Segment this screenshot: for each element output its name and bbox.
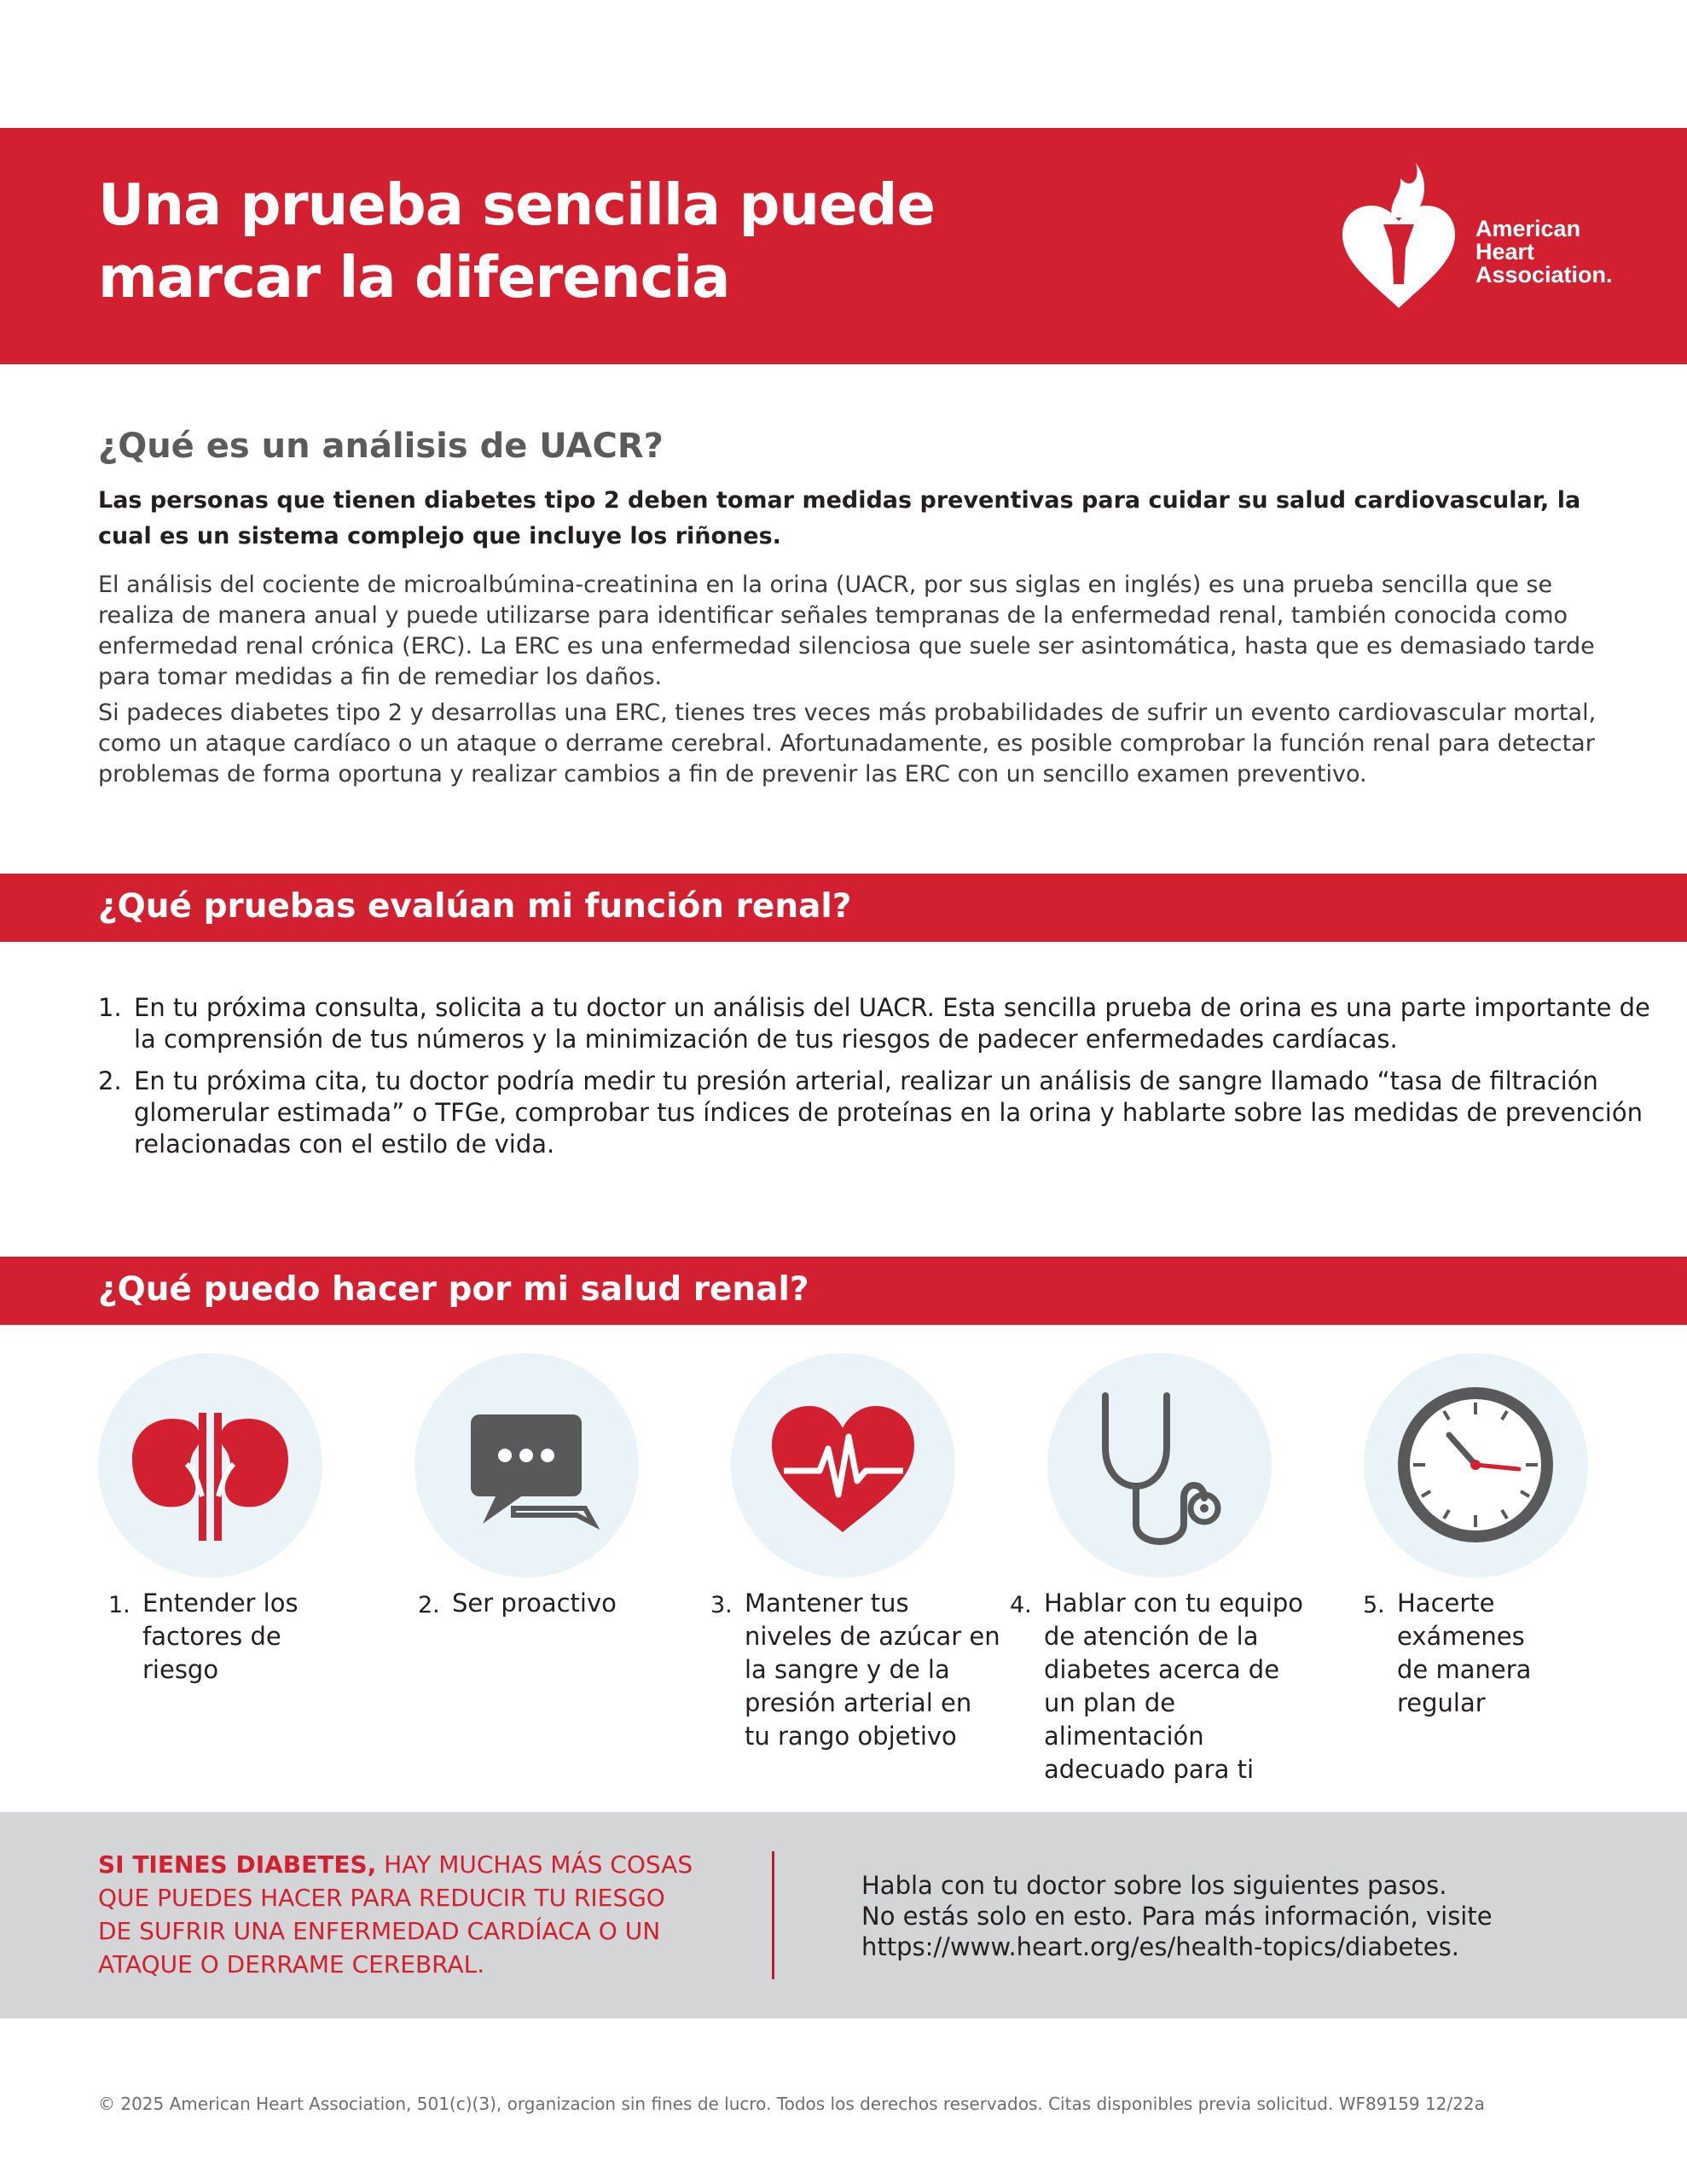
uacr-heading: ¿Qué es un análisis de UACR? bbox=[98, 427, 664, 466]
actions-section-bar bbox=[0, 1257, 1687, 1325]
step-item: 2. Ser proactivo bbox=[418, 1589, 617, 1618]
cta-divider bbox=[772, 1851, 774, 1979]
cta-text: SI TIENES DIABETES, HAY MUCHAS MÁS COSAS QUE PUEDES HACER PARA REDUCIR TU RIESGO DE SUFRIR UNA ENFERMEDAD CARDÍACA O UN ATAQUE O DERRAME CEREBRAL. bbox=[98, 1850, 693, 1978]
step-item: 1. Entender los factores de riesgo bbox=[108, 1589, 299, 1684]
step-item: 5. Hacerte exámenes de manera regular bbox=[1363, 1589, 1532, 1717]
step-item: 4. Hablar con tu equipo de atención de la diabetes acerca de un plan de alimentación adecuado para ti bbox=[1010, 1589, 1304, 1784]
logo-wordmark: American Heart Association. bbox=[1475, 216, 1613, 288]
clock-icon bbox=[1364, 1353, 1588, 1577]
heartbeat-icon bbox=[731, 1353, 955, 1577]
actions-heading: ¿Qué puedo hacer por mi salud renal? bbox=[98, 1270, 809, 1309]
page-title bbox=[98, 169, 1122, 314]
kidneys-icon bbox=[98, 1353, 322, 1577]
aha-logo bbox=[1339, 156, 1629, 310]
footer-copyright: © 2025 American Heart Association, 501(c)(3), organizacion sin fines de lucro. Todos los derechos reservados. Citas disponibles previa solicitud. WF89159 12/22a bbox=[98, 2094, 1485, 2114]
tests-list bbox=[98, 992, 1650, 1170]
list-item: 2. En tu próxima cita, tu doctor podría medir tu presión arterial, realizar un análisis de sangre llamado “tasa de filtración glomerular estimada” o TFGe, comprobar tus índices de proteínas en la orina y hablarte sobre las medidas de prevención relacionadas con el estilo de vida. bbox=[98, 1066, 1643, 1159]
heart-torch-icon bbox=[1339, 156, 1458, 310]
chat-bubble-icon bbox=[415, 1353, 639, 1577]
tests-heading: ¿Qué pruebas evalúan mi función renal? bbox=[98, 887, 852, 926]
uacr-lead: Las personas que tienen diabetes tipo 2 deben tomar medidas preventivas para cuidar su salud cardiovascular, la cual es un sistema complejo que incluye los riñones. bbox=[98, 487, 1581, 549]
title-line-1: Una prueba sencilla puede bbox=[98, 171, 935, 238]
title-line-2: marcar la diferencia bbox=[98, 244, 730, 311]
step-item: 3. Mantener tus niveles de azúcar en la sangre y de la presión arterial en tu rango objetivo bbox=[710, 1589, 1000, 1751]
info-link[interactable]: https://www.heart.org/es/health-topics/diabetes. bbox=[861, 1932, 1459, 1961]
stethoscope-icon bbox=[1047, 1353, 1272, 1577]
tests-section-bar bbox=[0, 874, 1687, 942]
uacr-paragraph-2: Si padeces diabetes tipo 2 y desarrollas una ERC, tienes tres veces más probabilidades de sufrir un evento cardiovascular mortal, como un ataque cardíaco o un ataque o derrame cerebral. Afortunadamente, es posible comprobar la función renal para detectar problemas de forma oportuna y realizar cambios a fin de prevenir las ERC con un sencillo examen preventivo. bbox=[98, 700, 1597, 787]
info-text: Habla con tu doctor sobre los siguientes pasos. No estás solo en esto. Para más información, visite https://www.heart.org/es/health-topics/diabetes. bbox=[861, 1870, 1629, 1962]
list-item: 1. En tu próxima consulta, solicita a tu doctor un análisis del UACR. Esta sencilla prueba de orina es una parte importante de la comprensión de tus números y la minimización de tus riesgos de padecer enfermedades cardíacas. bbox=[98, 993, 1650, 1054]
uacr-paragraph-1: El análisis del cociente de microalbúmina-creatinina en la orina (UACR, por sus siglas en inglés) es una prueba sencilla que se realiza de manera anual y puede utilizarse para identificar señales tempranas de la enfermedad renal, también conocida como enfermedad renal crónica (ERC). La ERC es una enfermedad silenciosa que suele ser asintomática, hasta que es demasiado tarde para tomar medidas a fin de remediar los daños. bbox=[98, 572, 1595, 690]
